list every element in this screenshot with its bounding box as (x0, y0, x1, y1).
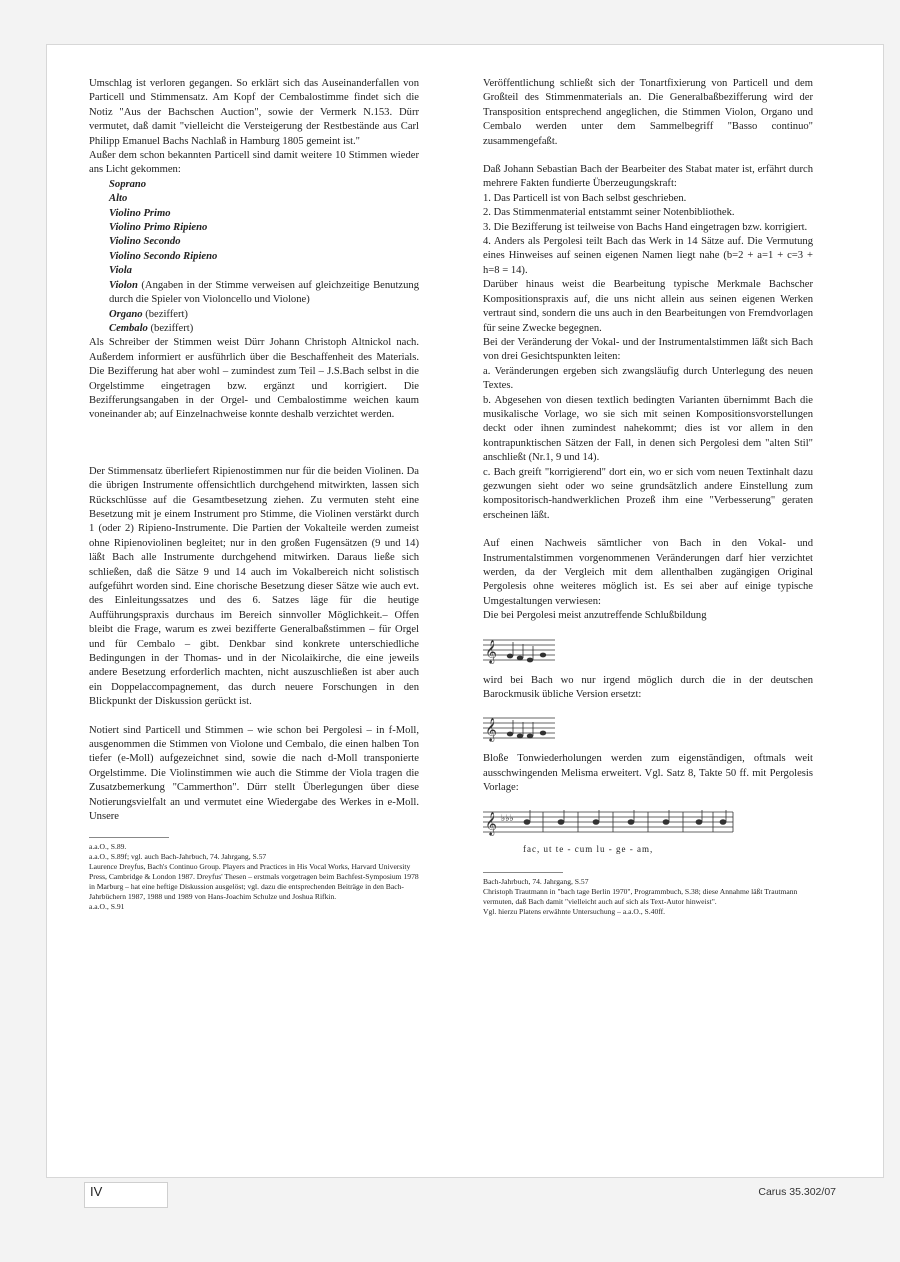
music-example-pergolesi (483, 630, 813, 664)
footnote: a.a.O., S.91 (89, 901, 125, 911)
part-item: Violon (Angaben in der Stimme verweisen auf gleichzeitige Benutzung durch die Spieler von Violoncello und Violone) (109, 279, 419, 306)
list-item: 2. Das Stimmenmaterial entstammt seiner Notenbibliothek. (483, 207, 735, 219)
paragraph: Die bei Pergolesi meist anzutreffende Schlußbildung (483, 610, 707, 622)
part-item: Soprano (109, 178, 147, 190)
paragraph: Außer dem schon bekannten Particell sind damit weitere 10 Stimmen wieder ans Licht gekommen: (89, 150, 419, 176)
music-example-melisma (483, 802, 813, 835)
svg-text:𝄞: 𝄞 (485, 638, 497, 663)
footnote: Bach-Jahrbuch, 74. Jahrgang, S.57 (483, 877, 589, 887)
footnote: a.a.O., S.89f; vgl. auch Bach-Jahrbuch, 74. Jahrgang, S.57 (89, 851, 267, 861)
paragraph: Veröffentlichung schließt sich der Tonartfixierung von Particell und dem Großteil des Stimmenmaterials an. Die Generalbaßbezifferung wird der Transposition entsprechend angeglichen, die Stimmen Violon, Organo und Cembalo werden unter dem Sammelbegriff "Basso continuo" zusammengefaßt. (483, 78, 813, 147)
part-note: (Angaben in der Stimme verweisen auf gleichzeitige Benutzung durch die Spieler von Violoncello und Violone) (109, 279, 419, 306)
footnote: Christoph Trautmann in "bach tage Berlin 1970", Programmbuch, S.38; diese Annahme läßt Trautmann vermuten, daß Bach damit "vielleicht auch auf sich als Text-Autor hinweist". (483, 887, 798, 907)
svg-text:𝄞: 𝄞 (485, 810, 497, 835)
part-item: Violino Secondo (109, 236, 181, 248)
paragraph: Der Stimmensatz überliefert Ripienostimmen nur für die beiden Violinen. Da die übrigen Instrumente offensichtlich durchgehend mitwirkten, lassen sich Rückschlüsse auf die Gesamtbesetzung ziehen. Zu vermuten steht eine Besetzung mit je einem Instrument pro Stimme, die Violinen verstärkt durch 1 (oder 2) Ripieno-Instrumente. Die Partien der Vokalteile werden zumeist ohne Ripienoviolinen begleitet; nur in den großen Fugensätzen (9 und 14) läßt Bach alle Instrumente durchgehend mitwirken. Daraus ließe sich schließen, daß die Sätze 9 und 14 auch im Vokalbereich nicht solistisch aufgeführt worden sind. Eine chorische Besetzung dieser Sätze wie auch evt. des Einleitungssatzes und des 6. Satzes läge für die heutige Aufführungspraxis durchaus im Bereich sinnvoller Möglichkeit.– Offen bleibt die Frage, warum es zwei bezifferte Generalbaßstimmen – für Orgel und für Cembalo – gibt. Denkbar sind konkrete unterschiedliche Bedingungen in der Thomas- und in der Nicolaikirche, die eine jeweils andere Besetzung erforderlich machten, nicht auszuschließen ist aber auch ein Doppelaccompagnement, das durch neuere Forschungen in den Blickpunkt der Diskussion gerückt ist. (89, 465, 419, 708)
right-column (483, 77, 813, 917)
part-item: Violino Secondo Ripieno (109, 250, 218, 262)
svg-text:♭♭♭: ♭♭♭ (501, 812, 514, 823)
paragraph: Daß Johann Sebastian Bach der Bearbeiter des Stabat mater ist, erfährt durch mehrere Fakten fundierte Überzeugungskraft: (483, 164, 813, 190)
list-item: c. Bach greift "korrigierend" dort ein, wo er sich vom neuen Textinhalt dazu gezwungen sieht oder wo seine grundsätzlich andere Einstellung zum kompositorisch-handwerklichen Prozeß ihm eine "Verbesserung" geraten erscheinen läßt. (483, 466, 813, 521)
part-note: (beziffert) (150, 322, 194, 334)
footnote: a.a.O., S.89. (89, 841, 127, 851)
paragraph: Darüber hinaus weist die Bearbeitung typische Merkmale Bachscher Kompositionspraxis auf, die uns nicht allein aus seinen eigenen Werken vertraut sind, sondern die uns auch in den Bearbeitungen von Fremdvorlagen für seine Zwecke begegnen. (483, 279, 813, 334)
lyrics: fac, ut te - cum lu - ge - am, (523, 843, 654, 854)
paragraph: Bei der Veränderung der Vokal- und der Instrumentalstimmen läßt sich Bach von drei Gesichtspunkten leiten: (483, 336, 813, 363)
list-item: b. Abgesehen von diesen textlich bedingten Varianten übernimmt Bach die musikalische Vorlage, wo sie sich mit seinen Kompositionsvorstellungen deckt oder ihnen zumindest nahekommt; dies ist vor allem in den kontrapunktischen Sätzen der Fall, in denen sich Pergolesi dem "alten Stil" anschließt (Nr.1, 9 und 14). (483, 394, 813, 464)
part-item: Alto (109, 193, 128, 205)
list-item: 3. Die Bezifferung ist teilweise von Bachs Hand eingetragen bzw. korrigiert. (483, 221, 808, 233)
document-page (46, 44, 884, 1178)
music-example-bach (483, 708, 813, 742)
part-item: Violino Primo (109, 207, 171, 219)
footnote: Laurence Dreyfus, Bach's Continuo Group. Players and Practices in His Vocal Works, Harvard University Press, Cambridge & London 1987. Dreyfus' Thesen – erstmals vorgetragen beim Bachfest-Symposium 1978 in Marburg – hat eine heftige Diskussion ausgelöst; vgl. dazu die entsprechenden Beiträge in den Bach-Jahrbüchern 1987, 1988 und 1989 von Hans-Joachim Schulze und Joshua Rifkin. (89, 861, 419, 901)
list-item: 1. Das Particell ist von Bach selbst geschrieben. (483, 192, 687, 204)
part-item: Violino Primo Ripieno (109, 222, 208, 234)
list-item: a. Veränderungen ergeben sich zwangsläufig durch Unterlegung des neuen Textes. (483, 365, 813, 392)
paragraph: Notiert sind Particell und Stimmen – wie schon bei Pergolesi – in f-Moll, ausgenommen die Stimmen von Violone und Cembalo, die einen halben Ton tiefer (e-Moll) aufgezeichnet sind, sowie die nach d-Moll transponierte Orgelstimme. Die Violinstimmen wie auch die Stimme der Viola tragen die Zusatzbemerkung "Cammerthon". Dürr stellt Überlegungen über diese Notierungsvielfalt an und vermutet eine Wiedergabe des Werkes in e-Moll. Unsere (89, 724, 419, 823)
list-item: 4. Anders als Pergolesi teilt Bach das Werk in 14 Sätze auf. Die Vermutung eines Hinweises auf seinen eigenen Namen liegt nahe (b=2 + a=1 + c=3 + h=8 = 14). (483, 236, 813, 276)
footnote: Vgl. hierzu Platens erwähnte Untersuchung – a.a.O., S.40ff. (483, 907, 666, 917)
part-item: Organo (beziffert) (109, 308, 188, 320)
parts-list (89, 178, 419, 336)
footnote-rule (89, 837, 169, 838)
page-number: IV (90, 1184, 103, 1199)
paragraph: Umschlag ist verloren gegangen. So erklärt sich das Auseinanderfallen von Particell und Stimmensatz. Am Kopf der Cembalostimme findet sich die Notiz "Aus der Bachschen Auction", sowie der Vermerk N.153. Dürr vermutet, daß damit "vielleicht die Versteigerung der Restbestände aus Carl Philipp Emanuel Bachs Nachlaß in Hamburg 1805 gemeint ist." (89, 78, 419, 147)
paragraph: Auf einen Nachweis sämtlicher von Bach in den Vokal- und Instrumentalstimmen vorgenommenen Veränderungen darf hier verzichtet werden, da der Vergleich mit dem allenthalben zugängigen Original Pergolesis ohne weiteres möglich ist. Es sei aber auf einige typische Umgestaltungen verwiesen: (483, 538, 813, 607)
footnote-rule (483, 872, 563, 873)
svg-text:𝄞: 𝄞 (485, 717, 497, 742)
paragraph: wird bei Bach wo nur irgend möglich durch die in der deutschen Barockmusik übliche Version ersetzt: (483, 674, 813, 701)
catalog-number: Carus 35.302/07 (758, 1186, 836, 1198)
part-item: Viola (109, 265, 132, 277)
part-note: (beziffert) (145, 308, 188, 320)
paragraph: Als Schreiber der Stimmen weist Dürr Johann Christoph Altnickol nach. Außerdem informiert er ausführlich über die Beschaffenheit des Materials. Die Bezifferung hat aber wohl – zumindest zum Teil – J.S.Bach selbst in die Orgelstimme eingetragen bzw. ergänzt und korrigiert. Die Bezifferungsangaben in der Orgel- und Cembalostimme weichen kaum voneinander ab; auf Einzelnachweise konnte deshalb verzichtet werden. (89, 337, 419, 421)
part-item: Cembalo (beziffert) (109, 322, 194, 334)
paragraph: Bloße Tonwiederholungen werden zum eigenständigen, oftmals weit ausschwingenden Melisma erweitert. Vgl. Satz 8, Takte 50 ff. mit Pergolesis Vorlage: (483, 753, 813, 794)
left-column (89, 77, 419, 912)
